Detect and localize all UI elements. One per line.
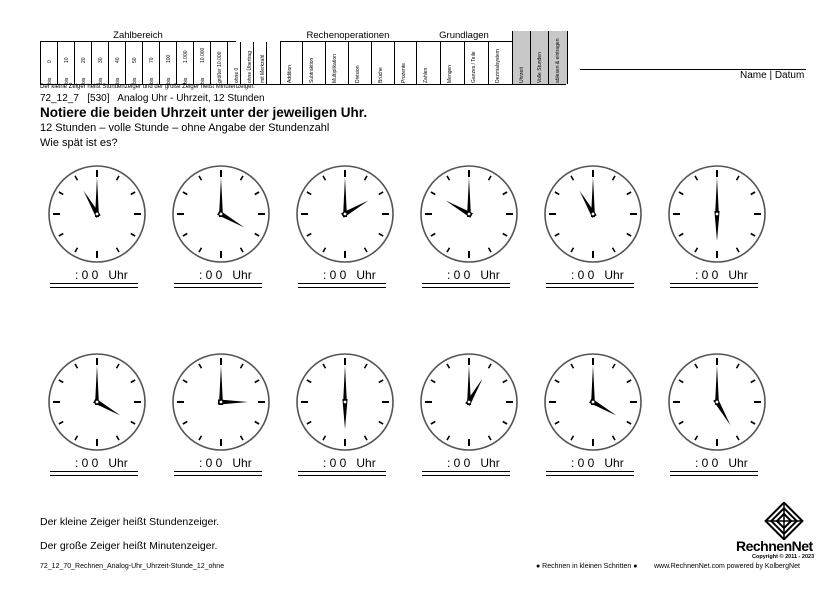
group-zahlbereich: Zahlbereich [40, 31, 236, 42]
footer-line-2: Der große Zeiger heißt Minutenzeiger. [40, 540, 218, 552]
clock-face-icon [171, 352, 271, 452]
answer-field[interactable]: : 0 0 Uhr [323, 456, 376, 470]
answer-field[interactable]: : 0 0 Uhr [695, 456, 748, 470]
answer-field[interactable]: : 0 0 Uhr [323, 268, 376, 282]
answer-field[interactable]: : 0 0 Uhr [571, 456, 624, 470]
brand-name: RechnenNet [736, 538, 813, 554]
answer-underline [670, 471, 758, 476]
answer-underline [298, 471, 386, 476]
answer-underline [174, 471, 262, 476]
answer-underline [50, 471, 138, 476]
clock-face-icon [419, 352, 519, 452]
group-rechenoperationen: Rechenoperationen [280, 31, 416, 42]
clock-face-icon [667, 164, 767, 264]
range-cell: 70 bis [142, 42, 160, 84]
answer-field[interactable]: : 0 0 Uhr [199, 456, 252, 470]
answer-underline [670, 283, 758, 288]
op-cell: Prozente [394, 42, 417, 84]
op-cell: Addition [280, 42, 303, 84]
op-cell: Division [348, 42, 372, 84]
file-name: 72_12_70_Rechnen_Analog-Uhr_Uhrzeit-Stunde_12_ohne [40, 563, 225, 570]
hint-small: Der kleine Zeiger heißt Stundenzeiger und der große Zeiger heißt Minutenzeiger. [40, 84, 255, 90]
topic-cell: Uhrzeit [512, 31, 531, 84]
clock-center [220, 401, 223, 404]
clock-face-icon [667, 352, 767, 452]
subtitle: 12 Stunden – volle Stunde – ohne Angabe der Stundenzahl [40, 122, 330, 134]
clock-face-icon [295, 352, 395, 452]
name-date-label: Name | Datum [740, 70, 805, 81]
range-cell: 10.000 bis [193, 42, 211, 84]
answer-underline [174, 283, 262, 288]
clock-center [716, 401, 719, 404]
clock [419, 164, 519, 269]
range-cell: 40 bis [108, 42, 126, 84]
rechnennet-logo-icon [764, 502, 804, 540]
range-cell: 20 bis [74, 42, 92, 84]
range-cell: 100 bis [159, 42, 177, 84]
clock-face-icon [419, 164, 519, 264]
clock-center [468, 213, 471, 216]
worksheet-code: 72_12_7 [530] Analog Uhr - Uhrzeit, 12 Stunden [40, 93, 265, 104]
topic-cell: ablesen & eintragen [548, 31, 568, 84]
site-url: www.RechnenNet.com powered by KolbergNet [654, 563, 800, 570]
clock-center [592, 213, 595, 216]
clock-center [344, 213, 347, 216]
clock [667, 352, 767, 457]
copyright: Copyright © 2011 - 2023 [752, 554, 815, 560]
answer-field[interactable]: : 0 0 Uhr [447, 456, 500, 470]
clock [295, 352, 395, 457]
answer-underline [546, 283, 634, 288]
footer-line-1: Der kleine Zeiger heißt Stundenzeiger. [40, 516, 220, 528]
flag-cell: ohne 0 [227, 42, 241, 84]
clock [47, 164, 147, 269]
clock [667, 164, 767, 269]
flag-cell: mit Merkzahl [253, 42, 267, 84]
clock-center [96, 213, 99, 216]
range-cell: größer 10.000 [210, 42, 228, 84]
clock [419, 352, 519, 457]
answer-underline [298, 283, 386, 288]
page-title: Notiere die beiden Uhrzeit unter der jeweiligen Uhr. [40, 105, 368, 120]
question: Wie spät ist es? [40, 137, 118, 149]
clock-center [344, 401, 347, 404]
clock-center [716, 213, 719, 216]
range-cell: 0 bis [40, 42, 58, 84]
clock [171, 164, 271, 269]
clock-face-icon [295, 164, 395, 264]
clock-center [468, 401, 471, 404]
clock [295, 164, 395, 269]
basic-cell: Zahlen [416, 42, 441, 84]
answer-field[interactable]: : 0 0 Uhr [447, 268, 500, 282]
clock [47, 352, 147, 457]
clock [543, 352, 643, 457]
answer-field[interactable]: : 0 0 Uhr [695, 268, 748, 282]
flag-cell: ohne Übertrag [240, 42, 254, 84]
clock-center [220, 213, 223, 216]
clock-face-icon [47, 352, 147, 452]
group-grundlagen: Grundlagen [416, 31, 512, 42]
basic-cell: Dezimalsystem [488, 42, 513, 84]
answer-field[interactable]: : 0 0 Uhr [75, 456, 128, 470]
clock-center [592, 401, 595, 404]
spacer-cell [266, 42, 281, 84]
answer-underline [422, 471, 510, 476]
answer-underline [546, 471, 634, 476]
basic-cell: Ganzes / Teile [464, 42, 489, 84]
answer-underline [50, 283, 138, 288]
op-cell: Subtraktion [302, 42, 326, 84]
slogan: ● Rechnen in kleinen Schritten ● [536, 563, 638, 570]
range-cell: 50 bis [125, 42, 143, 84]
clock [171, 352, 271, 457]
clock-center [96, 401, 99, 404]
op-cell: Brüche [371, 42, 395, 84]
clock [543, 164, 643, 269]
range-cell: 1.000 bis [176, 42, 194, 84]
clock-face-icon [543, 164, 643, 264]
range-cell: 10 bis [57, 42, 75, 84]
answer-field[interactable]: : 0 0 Uhr [571, 268, 624, 282]
answer-underline [422, 283, 510, 288]
clock-face-icon [543, 352, 643, 452]
answer-field[interactable]: : 0 0 Uhr [75, 268, 128, 282]
answer-field[interactable]: : 0 0 Uhr [199, 268, 252, 282]
clock-face-icon [171, 164, 271, 264]
op-cell: Multiplikation [325, 42, 349, 84]
clock-face-icon [47, 164, 147, 264]
topic-cell: Volle Stunden [530, 31, 549, 84]
range-cell: 30 bis [91, 42, 109, 84]
basic-cell: Mengen [440, 42, 465, 84]
